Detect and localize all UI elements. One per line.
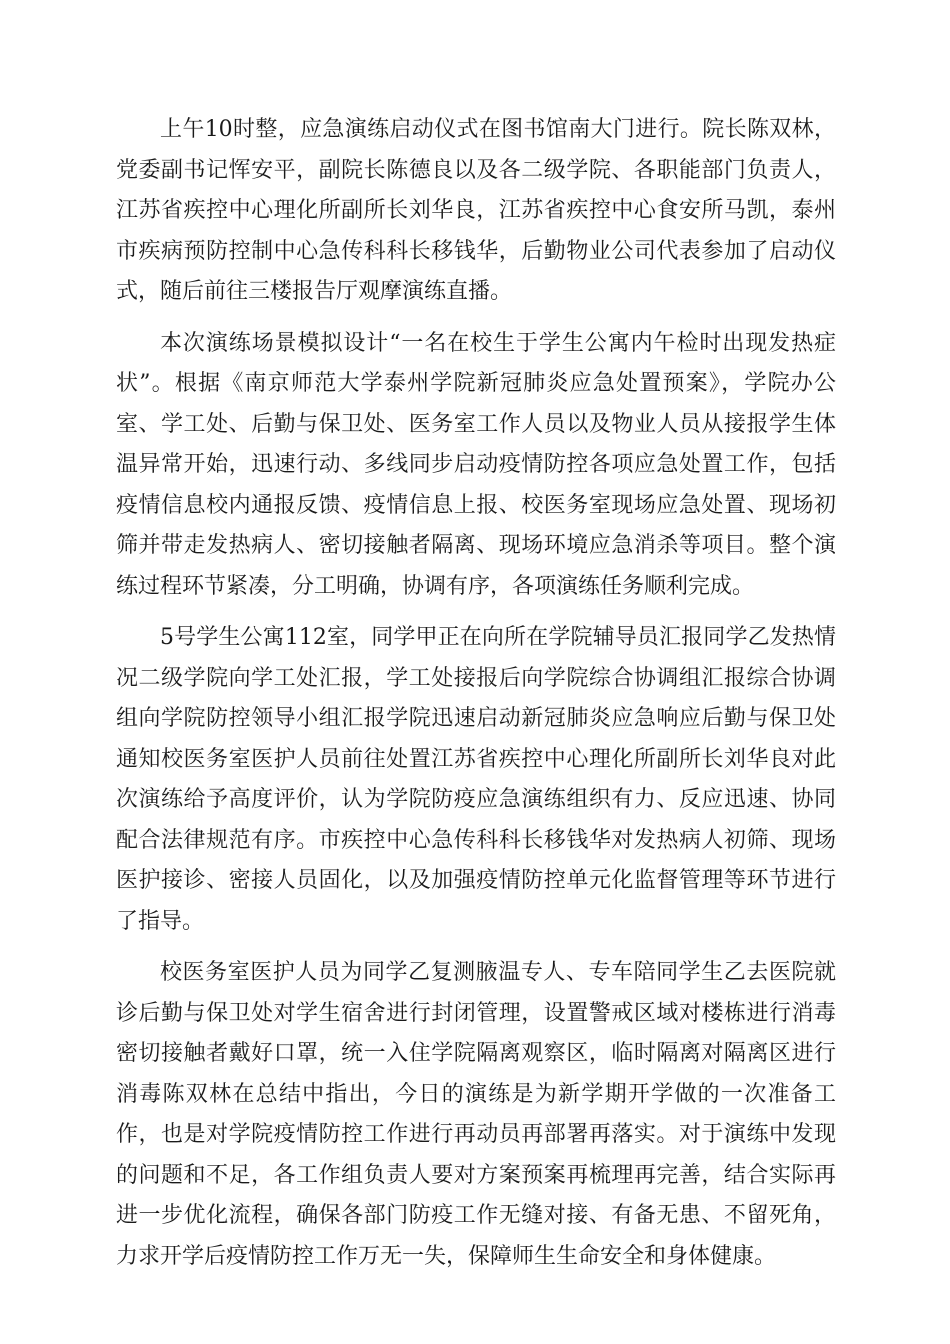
paragraph-clinic-response-summary: 校医务室医护人员为同学乙复测腋温专人、专车陪同学生乙去医院就诊后勤与保卫处对学生宿舍进行封闭管理，设置警戒区域对楼栋进行消毒密切接触者戴好口罩，统一入住学院隔离观察区，临时隔离对隔离区进行消毒陈双林在总结中指出，今日的演练是为新学期开学做的一次准备工作，也是对学院疫情防控工作进行再动员再部署再落实。对于演练中发现的问题和不足，各工作组负责人要对方案预案再梳理再完善，结合实际再进一步优化流程，确保各部门防疫工作无缝对接、有备无患、不留死角，力求开学后疫情防控工作万无一失，保障师生生命安全和身体健康。 [116, 960, 836, 1269]
paragraph-launch-ceremony: 上午10时整，应急演练启动仪式在图书馆南大门进行。院长陈双林，党委副书记恽安平，副院长陈德良以及各二级学院、各职能部门负责人，江苏省疾控中心理化所副所长刘华良，江苏省疾控中心食安所马凯，泰州市疾病预防控制中心急传科科长移钱华，后勤物业公司代表参加了启动仪式，随后前往三楼报告厅观摩演练直播。 [116, 117, 836, 304]
paragraph-drill-scenario: 本次演练场景模拟设计“一名在校生于学生公寓内午检时出现发热症状”。根据《南京师范大学泰州学院新冠肺炎应急处置预案》，学院办公室、学工处、后勤与保卫处、医务室工作人员以及物业人员从接报学生体温异常开始，迅速行动、多线同步启动疫情防控各项应急处置工作，包括疫情信息校内通报反馈、疫情信息上报、校医务室现场应急处置、现场初筛并带走发热病人、密切接触者隔离、现场环境应急消杀等项目。整个演练过程环节紧凑，分工明确，协调有序，各项演练任务顺利完成。 [116, 330, 836, 599]
document-body [116, 110, 836, 1288]
paragraph-dormitory-report: 5号学生公寓112室，同学甲正在向所在学院辅导员汇报同学乙发热情况二级学院向学工处汇报，学工处接报后向学院综合协调组汇报综合协调组向学院防控领导小组汇报学院迅速启动新冠肺炎应急响应后勤与保卫处通知校医务室医护人员前往处置江苏省疾控中心理化所副所长刘华良对此次演练给予高度评价，认为学院防疫应急演练组织有力、反应迅速、协同配合法律规范有序。市疾控中心急传科科长移钱华对发热病人初筛、现场医护接诊、密接人员固化，以及加强疫情防控单元化监督管理等环节进行了指导。 [116, 625, 836, 934]
